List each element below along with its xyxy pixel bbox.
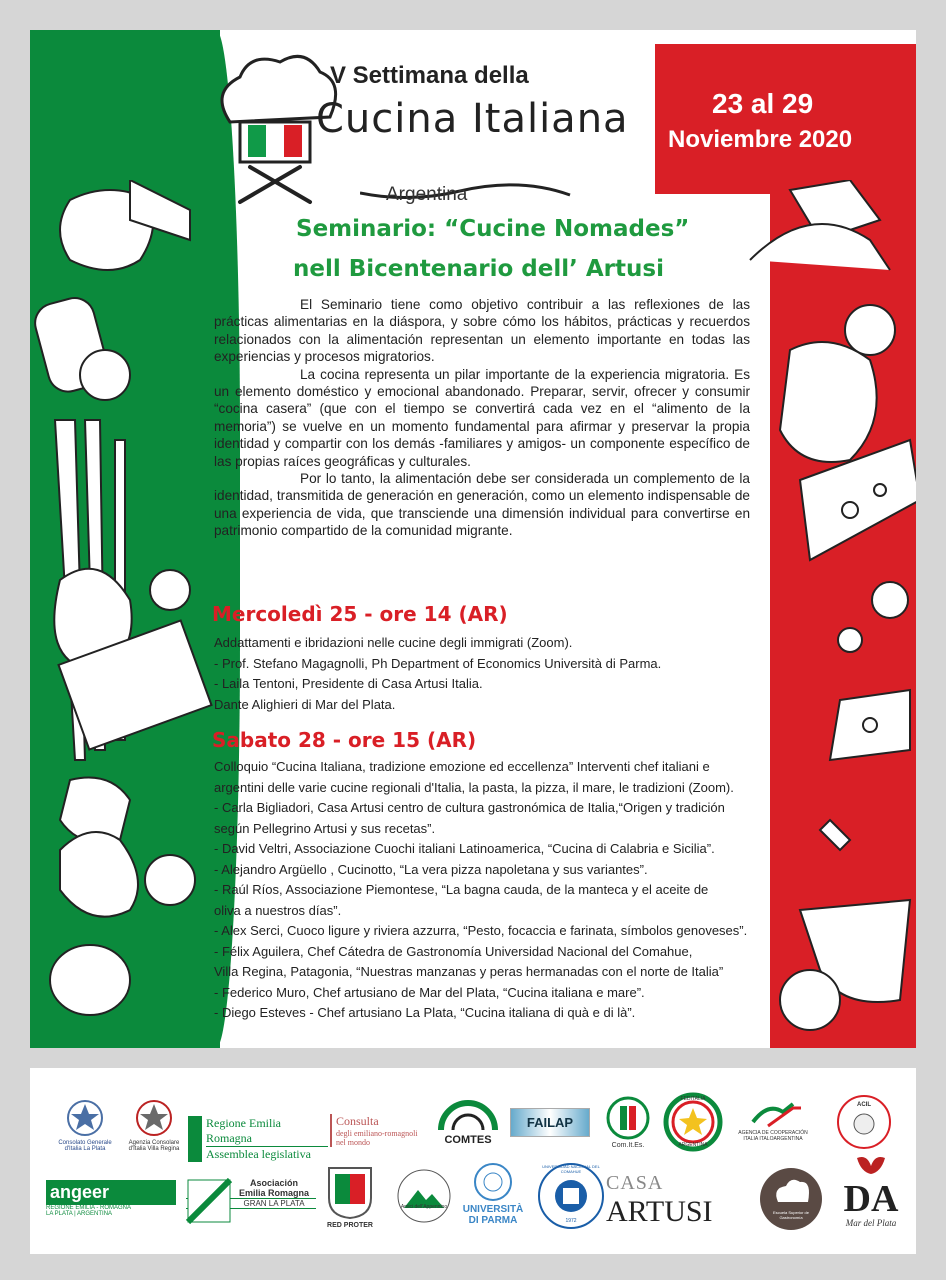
consulta-logo: Consulta degli emiliano-romagnoli nel mondo (330, 1114, 430, 1147)
universita-parma-logo: UNIVERSITÀ DI PARMA (456, 1162, 530, 1226)
event2-line: - Alejandro Argüello , Cucinotto, “La vera pizza napoletana y sus variantes”. (214, 861, 648, 877)
event2-title: Sabato 28 - ore 15 (AR) (212, 728, 477, 752)
consolato-logo: Consolato Generale d'Italia La Plata (50, 1098, 120, 1152)
comtes-arc-icon (433, 1100, 503, 1132)
event2-details (214, 757, 750, 1024)
feditalia-logo: FEDITALIA ARGENTINA (660, 1092, 726, 1154)
emilia-romagna-assemblea-logo: Regione Emilia Romagna Assemblea legislativa (188, 1116, 328, 1162)
angeer-logo: angeer REGIONE EMILIA - ROMAGNA LA PLATA | ARGENTINA (46, 1180, 176, 1217)
event1-details (214, 633, 750, 715)
shield-icon (325, 1164, 375, 1220)
escuela-gastronomia-logo: Escuela Superior de Gastronomía (756, 1166, 826, 1234)
comtes-logo: COMTES (432, 1100, 504, 1146)
event2-line: oliva a nuestros días”. (214, 902, 342, 918)
agenzia-logo: Agenzia Consolare d'Italia Villa Regina (122, 1098, 186, 1152)
event2-line: argentini delle varie cucine regionali d'Italia, la pasta, la pizza, il mare, le tradizioni (Zoom). (214, 779, 734, 795)
dante-monogram-icon (851, 1154, 891, 1178)
seminario-title: Seminario: “Cucine Nomades” (296, 216, 690, 242)
right-food-illustration (730, 180, 916, 1048)
agencia-cooperacion-logo: AGENCIA DE COOPERACIÓN ITALIA ITALOARGENTINA (732, 1102, 814, 1142)
amici-appennino-logo: Amici dell'Appennino (394, 1168, 454, 1226)
red-proter-logo: RED PROTER (320, 1164, 380, 1229)
italy-emblem-icon (65, 1098, 105, 1138)
event2-line: según Pellegrino Artusi y sus recetas”. (214, 820, 436, 836)
event2-line: Colloquio “Cucina Italiana, tradizione emozione ed eccellenza” Interventi chef italiani e (214, 759, 710, 774)
event-dates-month: Noviembre 2020 (668, 126, 853, 153)
intro-paragraph: El Seminario tiene como objetivo contribuir a las reflexiones de las prácticas alimentarias en la diáspora, y sobre cómo los hábitos, prácticas y recuerdos relacionados con la alimentación representan un elemento importante en todas las experiencias y procesos migratorios. (214, 297, 750, 365)
event1-line: - Laila Tentoni, Presidente di Casa Artusi Italia. (214, 676, 483, 691)
event1-title: Mercoledì 25 - ore 14 (AR) (212, 602, 508, 626)
acil-logo: ACIL (834, 1094, 894, 1152)
event2-line: Villa Regina, Patagonia, “Nuestras manzanas y peras hermanadas con el norte de Italia” (214, 964, 724, 979)
event-title: Cucina Italiana (316, 96, 629, 142)
seminario-description (214, 296, 750, 540)
comites-map-icon (606, 1096, 650, 1140)
aci-swoosh-icon (743, 1102, 803, 1128)
event2-line: - Félix Aguilera, Chef Cátedra de Gastronomía Universidad Nacional del Comahue, (214, 943, 693, 959)
intro-paragraph: La cocina representa un pilar importante de la experiencia migratoria. Es un elemento doméstico y emocional abandonado. Preparar, servir, ofrecer y consumir “cocina casera” (que con el tiempo se convertirá cada vez en el “alimento de la memoria”) se vuelve en un momento fundamental para afirmar y preservar la propia identidad y compartir con los demás -familiares y amigos- un componente específico de las propias raíces geográficas y culturales. (214, 366, 750, 469)
event-edition: V Settimana della (330, 62, 529, 89)
sponsor-logos (30, 1068, 916, 1254)
poster (30, 30, 916, 1048)
event2-line: - Alex Serci, Cuoco ligure y riviera azzurra, “Pesto, focaccia e farinata, símbolos genoveses”. (214, 923, 748, 938)
dante-alighieri-mdp-logo: DA Mar del Plata (832, 1154, 910, 1228)
event-country: Argentina (386, 184, 468, 205)
event2-line: - Diego Esteves - Chef artusiano La Plata, “Cucina italiana di quà e di là”. (214, 1005, 636, 1020)
event2-line: - Federico Muro, Chef artusiano de Mar del Plata, “Cucina italiana e mare”. (214, 984, 645, 1000)
event2-line: - Carla Bigliadori, Casa Artusi centro de cultura gastronómica de Italia,“Origen y tradición (214, 800, 725, 815)
italy-emblem-icon (134, 1098, 174, 1138)
grid-flag-icon (186, 1178, 232, 1224)
event1-line: - Prof. Stefano Magagnolli, Ph Department of Economics Università di Parma. (214, 655, 662, 671)
chef-hat-badge-icon (758, 1166, 824, 1232)
event2-line: - David Veltri, Associazione Cuochi italiani Latinoamerica, “Cucina di Calabria e Sicilia”. (214, 841, 715, 856)
failap-logo: FAILAP (510, 1108, 590, 1137)
university-seal-icon (473, 1162, 513, 1202)
event1-line: Addattamenti e ibridazioni nelle cucine degli immigrati (Zoom). (214, 635, 573, 650)
comites-logo: Com.It.Es. (600, 1096, 656, 1149)
event1-line: Dante Alighieri di Mar del Plata. (214, 696, 396, 712)
seminario-subtitle: nell Bicentenario dell’ Artusi (293, 256, 664, 282)
casa-artusi-logo: CASA ARTUSI (606, 1172, 713, 1228)
intro-paragraph: Por lo tanto, la alimentación debe ser considerada un complemento de la identidad, transmitida de generación en generación, como un elemento indispensable de una experiencia de vida, que transciende una dimensión individual para convertirse en patrimonio compartido de la comunidad migrante. (214, 471, 750, 539)
event-dates-days: 23 al 29 (712, 88, 814, 119)
universidad-comahue-logo: UNIVERSIDAD NACIONAL DEL COMAHUE 1972 (536, 1162, 606, 1232)
event2-line: - Raúl Ríos, Associazione Piemontese, “La bagna cauda, de la manteca y el aceite de (214, 882, 709, 897)
asociacion-emilia-romagna-logo: Asociación Emilia Romagna GRAN LA PLATA (186, 1178, 316, 1224)
mountain-icon (396, 1168, 452, 1224)
